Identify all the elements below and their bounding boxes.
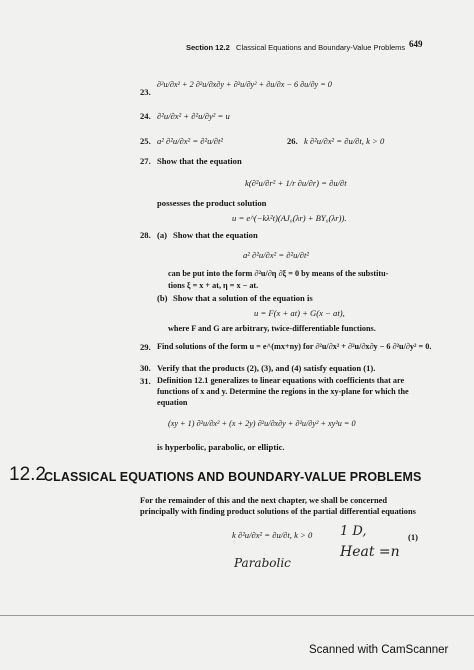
problem-31-line2: functions of x and y. Determine the regions in the xy-plane for which the — [157, 387, 409, 396]
problem-28a-text: Show that the equation — [173, 230, 258, 240]
problem-30-text: Verify that the products (2), (3), and (4) satisfy equation (1). — [157, 363, 376, 373]
problem-28b-label: (b) — [157, 293, 168, 303]
header-section: Section 12.2 — [186, 43, 230, 52]
handwritten-note-heat: Heat =n — [340, 544, 400, 560]
problem-23-number: 23. — [140, 87, 151, 97]
problem-27-text2: possesses the product solution — [157, 198, 267, 208]
problem-27-equation: k(∂²u/∂r² + 1/r ∂u/∂r) = ∂u/∂t — [245, 178, 347, 188]
section-number: 12.2 — [9, 464, 46, 485]
section-intro-line2: principally with finding product solutions of the partial differential equations — [140, 507, 416, 516]
header-title: Classical Equations and Boundary-Value Problems — [236, 43, 406, 52]
problem-28a-text3: tions ξ = x + at, η = x − at. — [168, 281, 259, 290]
problem-31-number: 31. — [140, 376, 151, 386]
equation-1-number: (1) — [408, 532, 419, 542]
section-intro-line1: For the remainder of this and the next chapter, we shall be concerned — [140, 496, 387, 505]
problem-27-text: Show that the equation — [157, 156, 242, 166]
problem-29-text: Find solutions of the form u = e^(mx+ny) for ∂²u/∂x² + ∂²u/∂x∂y − 6 ∂²u/∂y² = 0. — [157, 342, 432, 351]
section-equation-1: k ∂²u/∂x² = ∂u/∂t, k > 0 — [232, 530, 313, 540]
problem-28a-equation: a² ∂²u/∂x² = ∂²u/∂t² — [243, 250, 309, 260]
problem-25-number: 25. — [140, 136, 151, 146]
page-number: 649 — [409, 39, 423, 49]
problem-27-solution: u = e^(−kλ²t)(AJ₀(λr) + BY₀(λr)). — [232, 213, 347, 223]
problem-24-number: 24. — [140, 111, 151, 121]
problem-26-equation: k ∂²u/∂x² = ∂u/∂t, k > 0 — [304, 136, 385, 146]
handwritten-note-1d: 1 D, — [340, 524, 367, 539]
problem-31-line1: Definition 12.1 generalizes to linear equations with coefficients that are — [157, 376, 405, 385]
problem-25-equation: a² ∂²u/∂x² = ∂²u/∂t² — [157, 136, 223, 146]
problem-28a-text2: can be put into the form ∂²u/∂η ∂ξ = 0 by means of the substitu- — [168, 269, 389, 278]
problem-28b-text: Show that a solution of the equation is — [173, 293, 313, 303]
problem-29-number: 29. — [140, 342, 151, 352]
problem-28a-label: (a) — [157, 230, 168, 240]
problem-26-number: 26. — [287, 136, 298, 146]
problem-31-line3: equation — [157, 398, 188, 407]
handwritten-note-parabolic: Parabolic — [234, 556, 291, 570]
running-header — [186, 43, 405, 52]
problem-27-number: 27. — [140, 156, 151, 166]
problem-30-number: 30. — [140, 363, 151, 373]
footer-watermark: Scanned with CamScanner — [309, 644, 449, 656]
problem-24-equation: ∂²u/∂x² + ∂²u/∂y² = u — [157, 111, 230, 121]
problem-28b-text2: where F and G are arbitrary, twice-differentiable functions. — [168, 324, 376, 333]
bottom-rule — [0, 615, 474, 616]
problem-28-number: 28. — [140, 230, 151, 240]
problem-28b-equation: u = F(x + at) + G(x − at), — [254, 308, 345, 318]
problem-31-line4: is hyperbolic, parabolic, or elliptic. — [157, 442, 285, 452]
section-title: CLASSICAL EQUATIONS AND BOUNDARY-VALUE PROBLEMS — [44, 470, 422, 484]
problem-31-equation: (xy + 1) ∂²u/∂x² + (x + 2y) ∂²u/∂x∂y + ∂²u/∂y² + xy²u = 0 — [168, 419, 356, 428]
problem-23-equation: ∂²u/∂x² + 2 ∂²u/∂x∂y + ∂²u/∂y² + ∂u/∂x − 6 ∂u/∂y = 0 — [157, 80, 332, 89]
